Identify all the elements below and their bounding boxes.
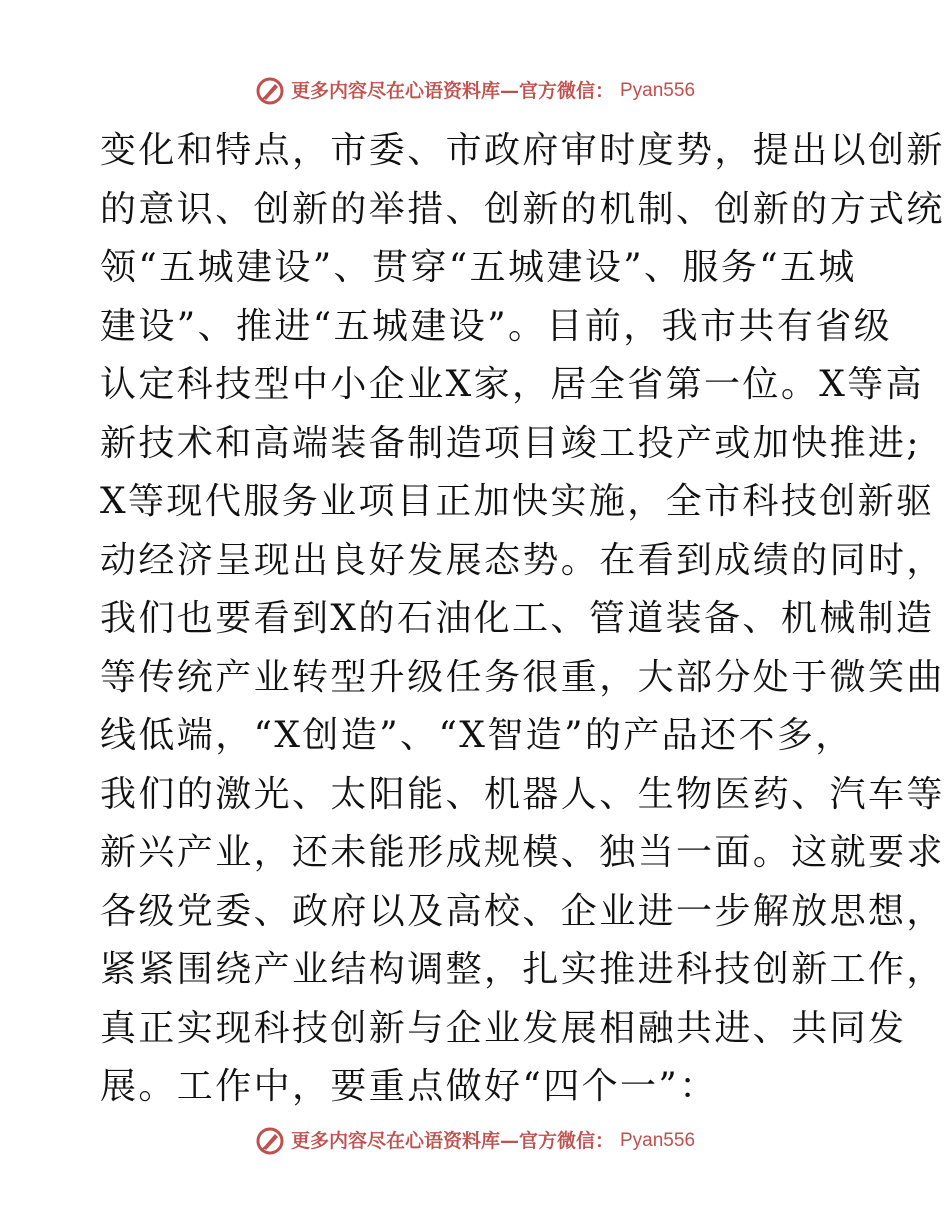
header-watermark [0, 76, 950, 106]
text-line: 真正实现科技创新与企业发展相融共进、共同发 [100, 1007, 907, 1049]
text-line: 各级党委、政府以及高校、企业进一步解放思想， [100, 890, 945, 932]
quill-logo-icon [255, 76, 285, 106]
text-line: 变化和特点，市委、市政府审时度势，提出以创新 [100, 130, 945, 171]
text-line: 领“五城建设”、贯穿“五城建设”、服务“五城 [100, 247, 857, 288]
body-text [100, 122, 945, 1117]
text-line: 新技术和高端装备制造项目竣工投产或加快推进; [100, 422, 921, 464]
text-line: 等传统产业转型升级任务很重，大部分处于微笑曲 [100, 656, 945, 698]
text-line: 我们也要看到X的石油化工、管道装备、机械制造 [100, 598, 935, 639]
text-line: 展。工作中，要重点做好“四个一”： [100, 1066, 718, 1107]
watermark-id: Pyan556 [620, 1130, 696, 1151]
text-line: 的意识、创新的举措、创新的机制、创新的方式统 [100, 188, 945, 230]
text-line: 紧紧围绕产业结构调整，扎实推进科技创新工作， [100, 949, 945, 990]
text-line: 建设”、推进“五城建设”。目前，我市共有省级 [100, 305, 893, 347]
text-line: X等现代服务业项目正加快实施，全市科技创新驱 [100, 481, 935, 522]
text-line: 线低端，“X创造”、“X智造”的产品还不多， [100, 715, 854, 756]
text-line: 认定科技型中小企业X家，居全省第一位。X等高 [100, 364, 925, 405]
text-line: 新兴产业，还未能形成规模、独当一面。这就要求 [100, 832, 945, 873]
text-line: 我们的激光、太阳能、机器人、生物医药、汽车等 [100, 773, 945, 815]
watermark-text: 更多内容尽在心语资料库—官方微信： [290, 80, 614, 102]
quill-logo-icon [255, 1126, 285, 1156]
footer-watermark [0, 1126, 950, 1156]
text-line: 动经济呈现出良好发展态势。在看到成绩的同时， [100, 539, 945, 581]
watermark-id: Pyan556 [620, 80, 696, 101]
watermark-text: 更多内容尽在心语资料库—官方微信： [290, 1130, 614, 1152]
